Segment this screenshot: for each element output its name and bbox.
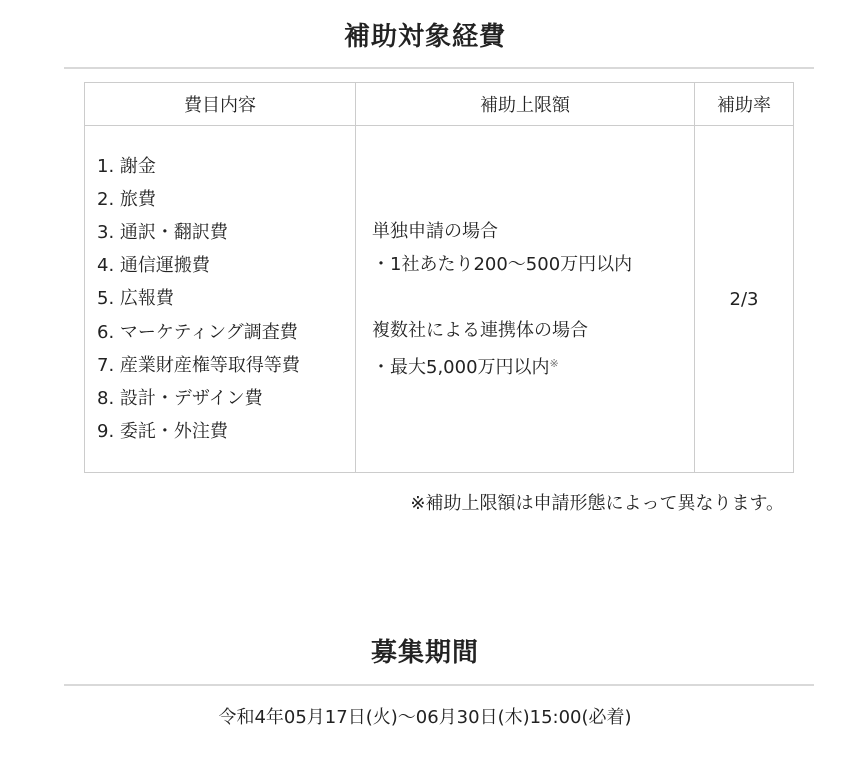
list-item: 1. 謝金 <box>97 155 156 177</box>
table-row <box>85 126 794 473</box>
consortium-heading: 複数社による連携体の場合 <box>372 319 588 341</box>
period-title: 募集期間 <box>370 638 479 668</box>
footnote-mark: ※ <box>549 356 559 370</box>
application-period: 令和4年05月17日(火)〜06月30日(木)15:00(必着) <box>218 707 632 728</box>
list-item: 4. 通信運搬費 <box>97 255 210 277</box>
footnote: ※補助上限額は申請形態によって異なります。 <box>410 493 784 514</box>
header-subsidy-limit: 補助上限額 <box>356 83 695 126</box>
list-item: 3. 通訳・翻訳費 <box>97 221 228 243</box>
list-item: 2. 旅費 <box>97 188 156 210</box>
single-application-heading: 単独申請の場合 <box>372 220 498 242</box>
subsidy-limit-cell <box>356 126 695 473</box>
list-item: 6. マーケティング調査費 <box>97 321 298 343</box>
single-application-detail: ・1社あたり200〜500万円以内 <box>372 253 633 275</box>
expenses-title: 補助対象経費 <box>343 22 506 52</box>
header-subsidy-rate: 補助率 <box>695 83 794 126</box>
expenses-divider <box>64 67 814 69</box>
table-header-row <box>85 83 794 126</box>
expense-table <box>84 82 794 473</box>
consortium-detail: ・最大5,000万円以内 <box>372 356 550 378</box>
header-expense-items: 費目内容 <box>85 83 356 126</box>
subsidy-rate-cell: 2/3 <box>695 126 794 473</box>
list-item: 7. 産業財産権等取得等費 <box>97 354 300 376</box>
list-item: 8. 設計・デザイン費 <box>97 388 263 409</box>
consortium-detail-line <box>372 347 694 384</box>
list-item: 5. 広報費 <box>97 288 174 310</box>
expense-item-list <box>97 150 355 449</box>
list-item: 9. 委託・外注費 <box>97 421 228 443</box>
expense-items-cell <box>85 126 356 473</box>
period-divider <box>64 684 814 686</box>
